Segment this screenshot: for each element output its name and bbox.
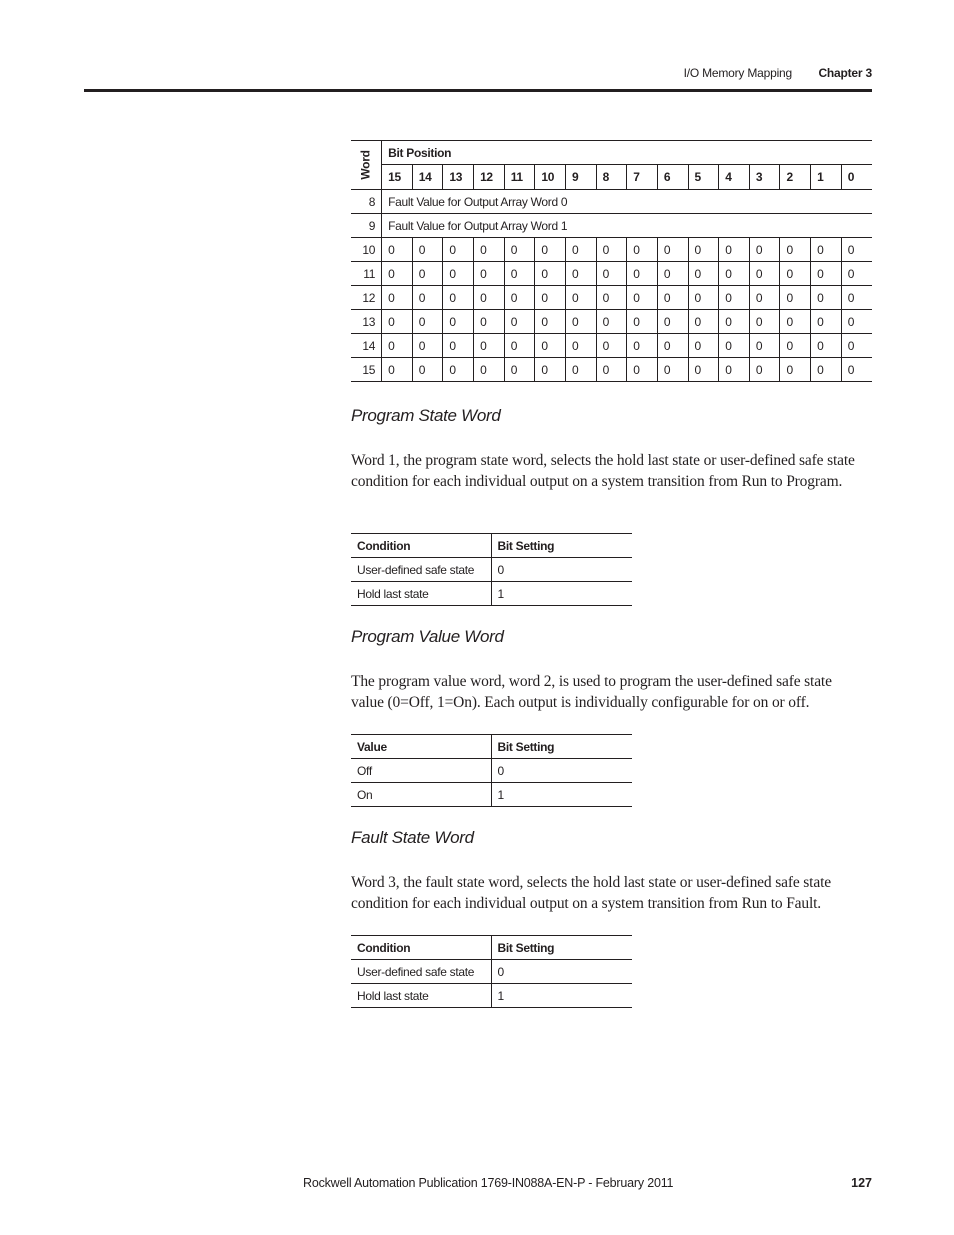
bit-number-header: 9 — [565, 165, 596, 190]
bit-number-header: 7 — [627, 165, 658, 190]
bit-value-cell: 0 — [811, 286, 842, 310]
bit-position-label: Bit Position — [382, 141, 872, 165]
table-row — [351, 190, 872, 214]
bit-number-header-row — [351, 165, 872, 190]
bit-value-cell: 0 — [565, 262, 596, 286]
table-row — [351, 238, 872, 262]
table-cell: 0 — [491, 759, 632, 783]
bit-value-cell: 0 — [780, 310, 811, 334]
bit-number-header: 11 — [504, 165, 535, 190]
bit-value-cell: 0 — [719, 358, 750, 382]
bit-value-cell: 0 — [627, 358, 658, 382]
table-cell: Off — [351, 759, 491, 783]
table-row — [351, 310, 872, 334]
bit-position-header-row — [351, 141, 872, 165]
table-cell: 1 — [491, 984, 632, 1008]
bit-value-cell: 0 — [749, 286, 780, 310]
table-row — [351, 984, 632, 1008]
bit-number-header: 10 — [535, 165, 566, 190]
bit-value-cell: 0 — [841, 334, 872, 358]
bit-value-cell: 0 — [565, 358, 596, 382]
word-number-cell: 10 — [351, 238, 382, 262]
bit-value-cell: 0 — [443, 286, 474, 310]
bit-value-cell: 0 — [811, 238, 842, 262]
bit-value-cell: 0 — [443, 310, 474, 334]
bit-number-header: 2 — [780, 165, 811, 190]
table-cell: Hold last state — [351, 582, 491, 606]
bit-value-cell: 0 — [535, 334, 566, 358]
fault-value-description: Fault Value for Output Array Word 1 — [382, 214, 872, 238]
bit-value-cell: 0 — [627, 238, 658, 262]
table-cell: User-defined safe state — [351, 558, 491, 582]
bit-value-cell: 0 — [749, 334, 780, 358]
word-number-cell: 13 — [351, 310, 382, 334]
bit-value-cell: 0 — [412, 286, 443, 310]
program-value-paragraph: The program value word, word 2, is used to program the user-defined safe state value (0=Off, 1=On). Each output is individually configurable for on or off. — [351, 673, 832, 711]
fault-state-paragraph: Word 3, the fault state word, selects the hold last state or user-defined safe state condition for each individual output on a system transition from Run to Fault. — [351, 874, 831, 912]
word-column-label: Word — [359, 150, 374, 180]
bit-number-header: 4 — [719, 165, 750, 190]
column-header: Bit Setting — [491, 936, 632, 960]
table-cell: 1 — [491, 783, 632, 807]
bit-value-cell: 0 — [382, 286, 413, 310]
bit-value-cell: 0 — [596, 358, 627, 382]
program-state-table — [351, 533, 632, 606]
bit-value-cell: 0 — [596, 310, 627, 334]
table-cell: On — [351, 783, 491, 807]
table-row — [351, 358, 872, 382]
bit-value-cell: 0 — [474, 310, 505, 334]
bit-value-cell: 0 — [412, 358, 443, 382]
bit-value-cell: 0 — [657, 262, 688, 286]
bit-value-cell: 0 — [382, 358, 413, 382]
bit-value-cell: 0 — [749, 358, 780, 382]
bit-value-cell: 0 — [749, 238, 780, 262]
column-header: Bit Setting — [491, 735, 632, 759]
table-header-row — [351, 534, 632, 558]
bit-position-table — [351, 140, 872, 382]
bit-value-cell: 0 — [382, 238, 413, 262]
header-chapter-label: Chapter 3 — [818, 66, 872, 80]
bit-value-cell: 0 — [657, 238, 688, 262]
program-value-title: Program Value Word — [351, 627, 504, 646]
bit-value-cell: 0 — [474, 334, 505, 358]
bit-value-cell: 0 — [627, 310, 658, 334]
bit-value-cell: 0 — [596, 262, 627, 286]
bit-value-cell: 0 — [719, 286, 750, 310]
bit-value-cell: 0 — [657, 334, 688, 358]
table-header-row — [351, 735, 632, 759]
word-number-cell: 15 — [351, 358, 382, 382]
word-number-cell: 14 — [351, 334, 382, 358]
table-cell: User-defined safe state — [351, 960, 491, 984]
bit-value-cell: 0 — [443, 262, 474, 286]
bit-value-cell: 0 — [749, 262, 780, 286]
bit-value-cell: 0 — [474, 238, 505, 262]
bit-value-cell: 0 — [657, 286, 688, 310]
bit-value-cell: 0 — [474, 286, 505, 310]
bit-value-cell: 0 — [412, 310, 443, 334]
bit-value-cell: 0 — [780, 286, 811, 310]
bit-value-cell: 0 — [504, 358, 535, 382]
bit-value-cell: 0 — [504, 310, 535, 334]
page-header — [84, 62, 872, 92]
table-row — [351, 214, 872, 238]
bit-value-cell: 0 — [535, 238, 566, 262]
bit-number-header: 3 — [749, 165, 780, 190]
bit-value-cell: 0 — [412, 334, 443, 358]
header-section-title: I/O Memory Mapping — [683, 66, 792, 80]
bit-value-cell: 0 — [811, 262, 842, 286]
bit-value-cell: 0 — [841, 358, 872, 382]
bit-value-cell: 0 — [780, 334, 811, 358]
table-row — [351, 558, 632, 582]
table-row — [351, 286, 872, 310]
footer-publication: Rockwell Automation Publication 1769-IN088A-EN-P - February 2011 — [303, 1176, 674, 1190]
program-value-table — [351, 734, 632, 807]
bit-value-cell: 0 — [719, 334, 750, 358]
bit-number-header: 1 — [811, 165, 842, 190]
bit-value-cell: 0 — [474, 262, 505, 286]
table-row — [351, 759, 632, 783]
word-number-cell: 8 — [351, 190, 382, 214]
bit-number-header: 15 — [382, 165, 413, 190]
bit-value-cell: 0 — [535, 262, 566, 286]
table-row — [351, 783, 632, 807]
bit-value-cell: 0 — [535, 310, 566, 334]
table-row — [351, 960, 632, 984]
bit-value-cell: 0 — [688, 334, 719, 358]
table-row — [351, 262, 872, 286]
bit-value-cell: 0 — [627, 334, 658, 358]
table-cell: 1 — [491, 582, 632, 606]
column-header: Condition — [351, 936, 491, 960]
bit-value-cell: 0 — [811, 358, 842, 382]
bit-value-cell: 0 — [719, 310, 750, 334]
bit-value-cell: 0 — [443, 358, 474, 382]
bit-value-cell: 0 — [565, 310, 596, 334]
bit-value-cell: 0 — [688, 262, 719, 286]
bit-value-cell: 0 — [780, 262, 811, 286]
bit-value-cell: 0 — [382, 310, 413, 334]
bit-value-cell: 0 — [780, 358, 811, 382]
table-row — [351, 334, 872, 358]
bit-value-cell: 0 — [749, 310, 780, 334]
bit-value-cell: 0 — [382, 334, 413, 358]
fault-state-table — [351, 935, 632, 1008]
bit-value-cell: 0 — [627, 262, 658, 286]
bit-value-cell: 0 — [841, 238, 872, 262]
table-row — [351, 582, 632, 606]
bit-value-cell: 0 — [688, 286, 719, 310]
word-column-header — [351, 141, 382, 190]
bit-number-header: 13 — [443, 165, 474, 190]
bit-value-cell: 0 — [841, 262, 872, 286]
bit-value-cell: 0 — [504, 238, 535, 262]
bit-number-header: 12 — [474, 165, 505, 190]
column-header: Bit Setting — [491, 534, 632, 558]
bit-value-cell: 0 — [719, 238, 750, 262]
bit-value-cell: 0 — [443, 238, 474, 262]
page-number: 127 — [851, 1176, 872, 1190]
bit-value-cell: 0 — [504, 334, 535, 358]
bit-value-cell: 0 — [841, 310, 872, 334]
bit-value-cell: 0 — [565, 286, 596, 310]
table-cell: Hold last state — [351, 984, 491, 1008]
table-cell: 0 — [491, 558, 632, 582]
bit-value-cell: 0 — [780, 238, 811, 262]
bit-value-cell: 0 — [688, 238, 719, 262]
table-header-row — [351, 936, 632, 960]
bit-value-cell: 0 — [811, 310, 842, 334]
fault-state-title: Fault State Word — [351, 828, 474, 847]
bit-value-cell: 0 — [382, 262, 413, 286]
table-cell: 0 — [491, 960, 632, 984]
bit-value-cell: 0 — [565, 334, 596, 358]
column-header: Value — [351, 735, 491, 759]
bit-value-cell: 0 — [535, 286, 566, 310]
program-state-title: Program State Word — [351, 406, 501, 425]
bit-value-cell: 0 — [627, 286, 658, 310]
bit-number-header: 14 — [412, 165, 443, 190]
bit-value-cell: 0 — [535, 358, 566, 382]
word-number-cell: 11 — [351, 262, 382, 286]
bit-value-cell: 0 — [596, 238, 627, 262]
column-header: Condition — [351, 534, 491, 558]
program-state-paragraph: Word 1, the program state word, selects the hold last state or user-defined safe state condition for each individual output on a system transition from Run to Program. — [351, 452, 855, 490]
bit-value-cell: 0 — [412, 262, 443, 286]
bit-value-cell: 0 — [719, 262, 750, 286]
bit-number-header: 5 — [688, 165, 719, 190]
bit-value-cell: 0 — [688, 310, 719, 334]
bit-value-cell: 0 — [474, 358, 505, 382]
bit-value-cell: 0 — [504, 262, 535, 286]
bit-value-cell: 0 — [657, 310, 688, 334]
bit-value-cell: 0 — [841, 286, 872, 310]
bit-value-cell: 0 — [565, 238, 596, 262]
bit-value-cell: 0 — [596, 334, 627, 358]
fault-value-description: Fault Value for Output Array Word 0 — [382, 190, 872, 214]
bit-value-cell: 0 — [412, 238, 443, 262]
bit-value-cell: 0 — [811, 334, 842, 358]
bit-value-cell: 0 — [657, 358, 688, 382]
bit-number-header: 0 — [841, 165, 872, 190]
bit-number-header: 8 — [596, 165, 627, 190]
bit-number-header: 6 — [657, 165, 688, 190]
bit-value-cell: 0 — [688, 358, 719, 382]
word-number-cell: 9 — [351, 214, 382, 238]
word-number-cell: 12 — [351, 286, 382, 310]
bit-value-cell: 0 — [504, 286, 535, 310]
bit-value-cell: 0 — [443, 334, 474, 358]
bit-value-cell: 0 — [596, 286, 627, 310]
